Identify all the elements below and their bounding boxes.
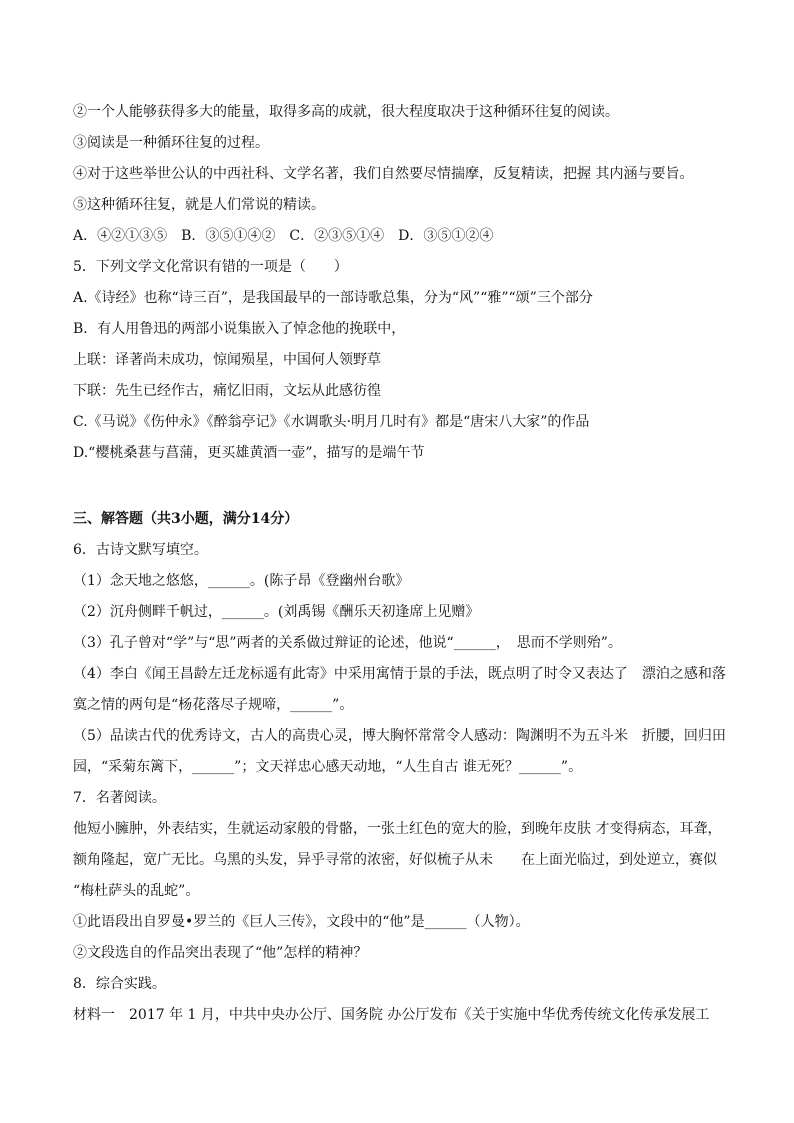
text-line: ③阅读是一种循环往复的过程。 <box>73 135 269 151</box>
fill-item-5: （5）品读古代的优秀诗文，古人的高贵心灵，博大胸怀常常令人感动：陶渊明不为五斗米 折腰，回归田 <box>73 728 726 744</box>
text-line: ⑤这种循环往复，就是人们常说的精读。 <box>73 197 325 213</box>
passage-line: “梅杜萨头的乱蛇”。 <box>73 883 200 899</box>
text-line: ②一个人能够获得多大的能量，取得多高的成就，很大程度取决于这种循环往复的阅读。 <box>73 104 619 120</box>
material-line: 材料一 2017 年 1 月，中共中央办公厅、国务院 办公厅发布《关于实施中华优秀传统文化传承发展工 <box>73 1007 710 1023</box>
sub-question-1: ①此语段出自罗曼•罗兰的《巨人三传》，文段中的“他”是______（人物）。 <box>73 914 530 930</box>
question-7: 7．名著阅读。 <box>73 790 166 806</box>
fill-item-1: （1）念天地之悠悠，______。(陈子昂《登幽州台歌》 <box>73 573 410 589</box>
fill-item-4-cont: 寞之情的两句是“杨花落尽子规啼，______”。 <box>73 697 354 713</box>
question-5: 5．下列文学文化常识有错的一项是（ ） <box>73 259 348 275</box>
couplet-lower: 下联：先生已经作古，痛忆旧雨，文坛从此感彷徨 <box>73 383 381 399</box>
couplet-upper: 上联：译著尚未成功，惊闻殒星，中国何人领野草 <box>73 352 381 368</box>
option-c: C.《马说》《伤仲永》《醉翁亭记》《水调歌头·明月几时有》都是“唐宋八大家”的作品 <box>73 414 590 430</box>
question-8: 8．综合实践。 <box>73 976 166 992</box>
option-d: D.“樱桃桑葚与菖蒲，更买雄黄酒一壶”，描写的是端午节 <box>73 445 425 461</box>
text-line: ④对于这些举世公认的中西社科、文学名著，我们自然要尽情揣摩，反复精读，把握 其内涵与要旨。 <box>73 166 694 182</box>
passage-line: 他短小臃肿，外表结实，生就运动家般的骨骼，一张土红色的宽大的脸，到晚年皮肤 才变得病态，耳聋， <box>73 821 722 837</box>
fill-item-4: （4）李白《闻王昌龄左迁龙标遥有此寄》中采用寓情于景的手法，既点明了时令又表达了 漂泊之感和落 <box>73 666 726 682</box>
fill-item-3: （3）孔子曾对“学”与“思”两者的关系做过辩证的论述，他说“______， 思而不学则殆”。 <box>73 635 622 651</box>
passage-line: 额角隆起，宽广无比。乌黑的头发，异乎寻常的浓密，好似梳子从未 在上面光临过，到处逆立，赛似 <box>73 852 717 868</box>
answer-options: A．④②①③⑤ B．③⑤①④② C．②③⑤①④ D．③⑤①②④ <box>73 228 494 244</box>
section-heading: 三、解答题（共3小题，满分14分） <box>73 511 299 527</box>
question-6: 6．古诗文默写填空。 <box>73 542 208 558</box>
fill-item-5-cont: 园，“采菊东篱下，______”；文天祥忠心感天动地，“人生自古 谁无死？______”。 <box>73 759 583 775</box>
sub-question-2: ②文段选自的作品突出表现了“他”怎样的精神？ <box>73 945 368 961</box>
option-a: A.《诗经》也称“诗三百”，是我国最早的一部诗歌总集，分为“风”“雅”“颂”三个部分 <box>73 290 593 306</box>
fill-item-2: （2）沉舟侧畔千帆过，______。(刘禹锡《酬乐天初逢席上见赠》 <box>73 604 480 620</box>
option-b: B．有人用鲁迅的两部小说集嵌入了悼念他的挽联中， <box>73 321 406 337</box>
